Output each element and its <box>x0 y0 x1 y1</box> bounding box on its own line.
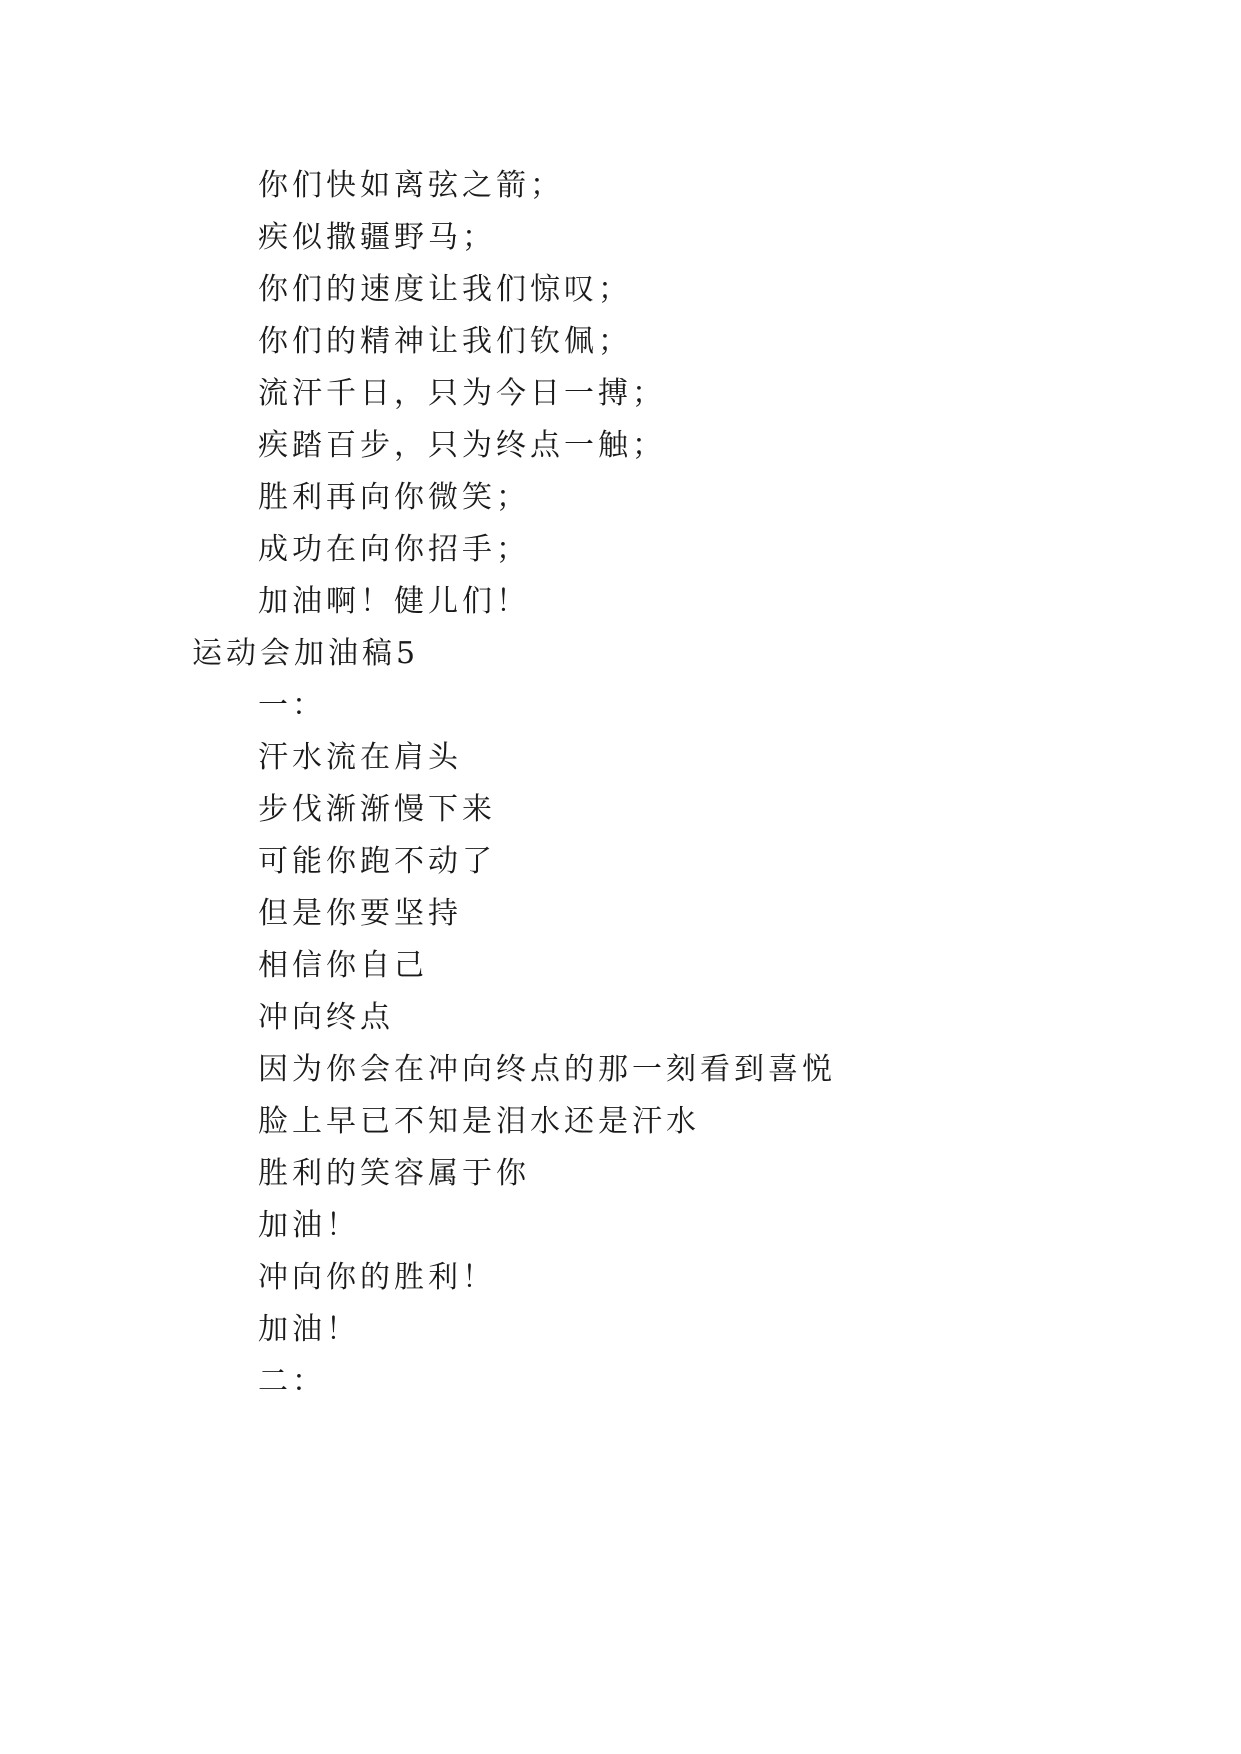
poem-line: 加油！ <box>258 1312 360 1347</box>
poem-line: 脸上早已不知是泪水还是汗水 <box>258 1104 700 1139</box>
poem-line: 疾踏百步，只为终点一触； <box>258 428 666 463</box>
poem-line: 你们快如离弦之箭； <box>258 168 564 203</box>
part-label: 二： <box>258 1364 326 1399</box>
poem-line: 加油！ <box>258 1208 360 1243</box>
poem-line: 成功在向你招手； <box>258 532 530 567</box>
poem-line: 冲向终点 <box>258 1000 394 1035</box>
poem-line: 疾似撒疆野马； <box>258 220 496 255</box>
poem-line: 冲向你的胜利！ <box>258 1260 496 1295</box>
poem-line: 你们的速度让我们惊叹； <box>258 272 632 307</box>
part-label: 一： <box>258 688 326 723</box>
poem-line: 但是你要坚持 <box>258 896 462 931</box>
poem-line: 流汗千日，只为今日一搏； <box>258 376 666 411</box>
poem-line: 胜利的笑容属于你 <box>258 1156 530 1191</box>
poem-line: 加油啊！健儿们！ <box>258 584 530 619</box>
poem-line: 因为你会在冲向终点的那一刻看到喜悦 <box>258 1052 836 1087</box>
poem-line: 你们的精神让我们钦佩； <box>258 324 632 359</box>
poem-line: 步伐渐渐慢下来 <box>258 792 496 827</box>
section-heading: 运动会加油稿5 <box>192 636 420 671</box>
poem-line: 可能你跑不动了 <box>258 844 496 879</box>
poem-line: 相信你自己 <box>258 948 428 983</box>
poem-line: 汗水流在肩头 <box>258 740 462 775</box>
poem-line: 胜利再向你微笑； <box>258 480 530 515</box>
